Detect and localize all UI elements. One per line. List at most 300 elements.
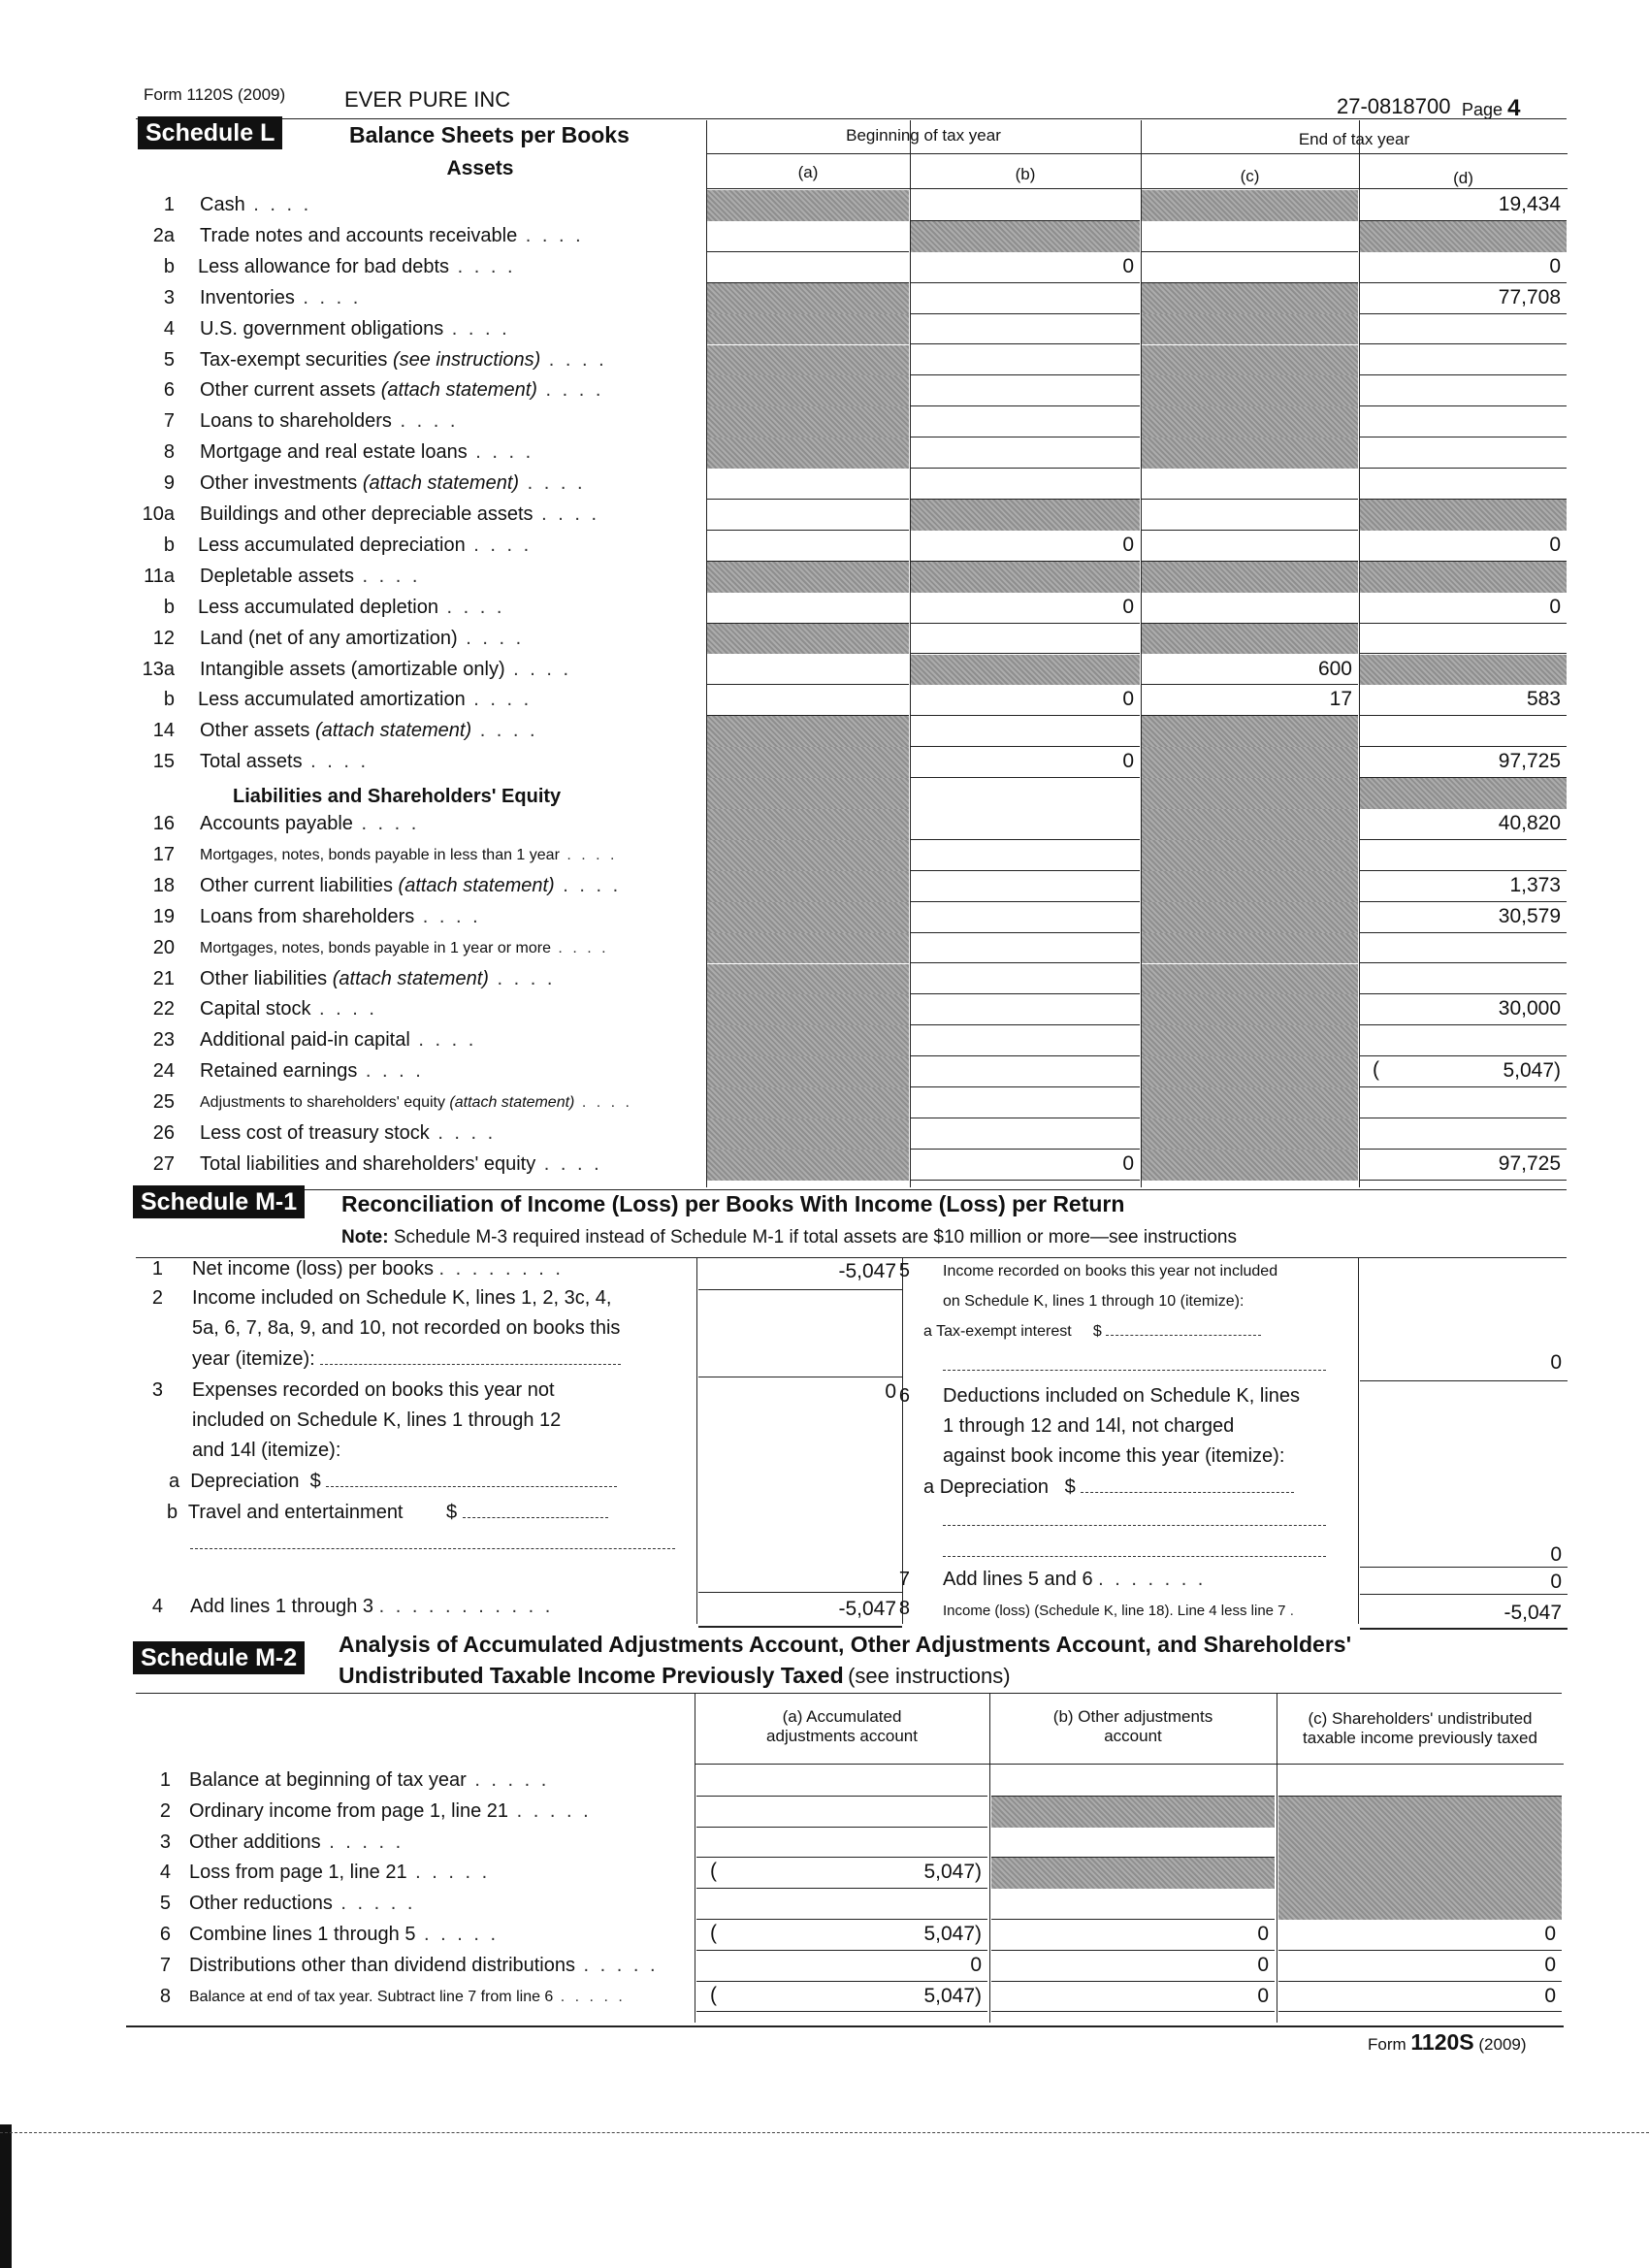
balance-cell-b[interactable] bbox=[911, 283, 1140, 314]
balance-cell-b[interactable] bbox=[911, 809, 1140, 840]
shaded-cell bbox=[1142, 314, 1358, 345]
shaded-cell bbox=[1142, 437, 1358, 469]
m2-column-c-header: (c) Shareholders' undistributed taxable income previously taxed bbox=[1303, 1709, 1537, 1747]
shaded-cell bbox=[707, 190, 909, 221]
balance-cell-b[interactable] bbox=[911, 624, 1140, 655]
balance-row-label: Less cost of treasury stock . . . . bbox=[200, 1122, 497, 1144]
balance-cell-d[interactable] bbox=[1360, 1087, 1567, 1118]
m2-row-number: 1 bbox=[159, 1769, 171, 1791]
column-a-label: (a) bbox=[797, 163, 819, 181]
balance-row-label: Accounts payable . . . . bbox=[200, 813, 420, 834]
balance-row-number: b bbox=[163, 255, 175, 277]
balance-row-label: Mortgages, notes, bonds payable in 1 year or more . . . . bbox=[200, 939, 609, 956]
shaded-cell bbox=[1142, 964, 1358, 995]
end-of-year-header: End of tax year bbox=[1298, 130, 1410, 148]
m2-cell-a[interactable] bbox=[696, 1889, 987, 1920]
balance-cell-d[interactable] bbox=[1360, 933, 1567, 964]
shaded-cell bbox=[707, 375, 909, 406]
shaded-cell bbox=[707, 902, 909, 933]
m1-line-2-value[interactable] bbox=[698, 1290, 902, 1377]
balance-cell-d[interactable]: 583 bbox=[1360, 685, 1567, 716]
m2-row-label: Balance at beginning of tax year . . . . . bbox=[189, 1769, 550, 1791]
shaded-cell bbox=[911, 655, 1140, 686]
m1-line-4-value[interactable]: -5,047 bbox=[698, 1595, 902, 1628]
liabilities-heading: Liabilities and Shareholders' Equity bbox=[233, 786, 562, 808]
m2-row-number: 7 bbox=[159, 1954, 171, 1976]
balance-cell-d[interactable] bbox=[1360, 437, 1567, 469]
balance-row-label: Other current assets (attach statement) . . . . bbox=[200, 379, 604, 402]
shaded-cell bbox=[707, 809, 909, 840]
balance-row-number: 1 bbox=[163, 194, 175, 215]
open-paren: ( bbox=[710, 1860, 717, 1883]
m1-line-7-value[interactable]: 0 bbox=[1360, 1568, 1568, 1595]
balance-row-label: Other liabilities (attach statement) . . . . bbox=[200, 967, 556, 989]
balance-row-number: 13a bbox=[142, 658, 175, 680]
m1-line-3-extra[interactable] bbox=[190, 1533, 675, 1555]
m1-line-5-num: 5 bbox=[898, 1260, 910, 1281]
balance-cell-d[interactable] bbox=[1360, 375, 1567, 406]
shaded-cell bbox=[1142, 345, 1358, 376]
m2-row-label: Other additions . . . . . bbox=[189, 1831, 404, 1853]
balance-cell-b[interactable] bbox=[911, 469, 1140, 500]
balance-row-number: 26 bbox=[152, 1122, 175, 1144]
balance-row-label: Mortgages, notes, bonds payable in less than 1 year . . . . bbox=[200, 846, 618, 863]
m1-line-6-label-3: against book income this year (itemize): bbox=[943, 1445, 1285, 1467]
m1-line-7-label: Add lines 5 and 6 . . . . . . . bbox=[943, 1569, 1207, 1590]
m1-line-1-num: 1 bbox=[151, 1258, 163, 1280]
balance-cell-d[interactable]: 40,820 bbox=[1360, 809, 1567, 840]
balance-cell-c[interactable] bbox=[1142, 500, 1358, 531]
column-b-label: (b) bbox=[1015, 165, 1036, 183]
balance-cell-b[interactable]: 0 bbox=[911, 593, 1140, 624]
m2-row-number: 8 bbox=[159, 1985, 171, 2007]
balance-cell-d[interactable]: 1,373 bbox=[1360, 871, 1567, 902]
shaded-cell bbox=[1360, 655, 1567, 686]
balance-cell-c[interactable]: 17 bbox=[1142, 685, 1358, 716]
shaded-cell bbox=[1142, 375, 1358, 406]
m2-cell-a[interactable] bbox=[696, 1797, 987, 1828]
m2-row-number: 3 bbox=[159, 1831, 171, 1853]
m1-line-8-num: 8 bbox=[898, 1598, 910, 1619]
m2-cell-a[interactable] bbox=[696, 1828, 987, 1859]
schedule-m2-title-2: Undistributed Taxable Income Previously Taxed (see instructions) bbox=[339, 1663, 1011, 1688]
shaded-cell bbox=[707, 778, 909, 809]
m2-cell-c[interactable]: 0 bbox=[1278, 1920, 1562, 1951]
shaded-cell bbox=[1360, 562, 1567, 593]
balance-row-number: 10a bbox=[142, 503, 175, 525]
balance-row-number: 7 bbox=[163, 410, 175, 433]
m1-line-5-value[interactable]: 0 bbox=[1360, 1348, 1568, 1381]
company-name: EVER PURE INC bbox=[344, 87, 511, 112]
m1-line-2-label-2: 5a, 6, 7, 8a, 9, and 10, not recorded on books this bbox=[192, 1317, 621, 1339]
balance-cell-b[interactable] bbox=[911, 314, 1140, 345]
shaded-cell bbox=[707, 1025, 909, 1056]
balance-cell-b[interactable]: 0 bbox=[911, 252, 1140, 283]
balance-cell-d[interactable]: 97,725 bbox=[1360, 1150, 1567, 1181]
footer-form-id: Form 1120S (2009) bbox=[1368, 2029, 1527, 2055]
balance-cell-b[interactable]: 0 bbox=[911, 685, 1140, 716]
balance-row-label: Additional paid-in capital . . . . bbox=[200, 1029, 477, 1052]
balance-cell-a[interactable] bbox=[707, 252, 909, 283]
m2-row-label: Other reductions . . . . . bbox=[189, 1893, 416, 1915]
employer-id: 27-0818700 bbox=[1337, 94, 1451, 118]
shaded-cell bbox=[707, 964, 909, 995]
shaded-cell bbox=[1142, 406, 1358, 437]
balance-cell-a[interactable] bbox=[707, 593, 909, 624]
shaded-cell bbox=[1142, 778, 1358, 809]
balance-cell-c[interactable] bbox=[1142, 221, 1358, 252]
m2-cell-a[interactable] bbox=[696, 1766, 987, 1797]
page-label: Page bbox=[1462, 100, 1504, 119]
m1-line-3-label-1: Expenses recorded on books this year not bbox=[192, 1379, 555, 1401]
shaded-cell bbox=[1142, 933, 1358, 964]
balance-row-number: b bbox=[163, 689, 175, 711]
shaded-cell bbox=[1142, 994, 1358, 1025]
shaded-cell bbox=[1142, 902, 1358, 933]
m2-row-label: Loss from page 1, line 21 . . . . . bbox=[189, 1862, 491, 1884]
shaded-cell bbox=[707, 840, 909, 871]
balance-cell-d[interactable] bbox=[1360, 1118, 1567, 1150]
m2-cell-b[interactable]: 0 bbox=[991, 1951, 1275, 1982]
schedule-l-tag: Schedule L bbox=[138, 116, 282, 149]
shaded-cell bbox=[707, 437, 909, 469]
shaded-cell bbox=[707, 314, 909, 345]
shaded-cell bbox=[707, 871, 909, 902]
m1-line-8-value[interactable]: -5,047 bbox=[1360, 1599, 1568, 1630]
balance-row-label: Total liabilities and shareholders' equity . . . . bbox=[200, 1152, 602, 1175]
balance-row-number: 16 bbox=[152, 813, 175, 834]
m1-line-3-label-2: included on Schedule K, lines 1 through 12 bbox=[192, 1409, 562, 1431]
schedule-m1-title: Reconciliation of Income (Loss) per Books With Income (Loss) per Return bbox=[341, 1191, 1125, 1216]
m1-5a-input[interactable] bbox=[1106, 1335, 1261, 1336]
open-paren: ( bbox=[1373, 1058, 1379, 1082]
balance-cell-d[interactable] bbox=[1360, 840, 1567, 871]
schedule-l-title: Balance Sheets per Books bbox=[349, 122, 630, 147]
open-paren: ( bbox=[710, 1983, 717, 2006]
balance-cell-a[interactable] bbox=[707, 500, 909, 531]
balance-row-number: b bbox=[163, 596, 175, 618]
balance-cell-b[interactable] bbox=[911, 840, 1140, 871]
balance-row-label: Intangible assets (amortizable only) . . . . bbox=[200, 658, 572, 680]
m2-cell-c[interactable]: 0 bbox=[1278, 1982, 1562, 2013]
schedule-l-header-bottom bbox=[706, 188, 1568, 189]
balance-row-label: Mortgage and real estate loans . . . . bbox=[200, 441, 534, 464]
balance-row-number: 12 bbox=[152, 627, 175, 649]
column-c-label: (c) bbox=[1240, 167, 1260, 185]
balance-cell-c[interactable] bbox=[1142, 469, 1358, 500]
balance-cell-b[interactable] bbox=[911, 1056, 1140, 1087]
balance-row-number: 27 bbox=[152, 1152, 175, 1175]
shaded-cell bbox=[1360, 778, 1567, 809]
m1-line-1-value[interactable]: -5,047 bbox=[698, 1257, 902, 1290]
balance-cell-d[interactable] bbox=[1360, 624, 1567, 655]
shaded-cell bbox=[1142, 871, 1358, 902]
balance-cell-b[interactable] bbox=[911, 1087, 1140, 1118]
m1-line-3-value[interactable]: 0 bbox=[698, 1377, 902, 1593]
shaded-cell bbox=[707, 1056, 909, 1087]
m1-line-6-value[interactable]: 0 bbox=[1360, 1540, 1568, 1568]
balance-row-label: Retained earnings . . . . bbox=[200, 1060, 424, 1083]
balance-cell-d[interactable]: 0 bbox=[1360, 593, 1567, 624]
balance-cell-b[interactable] bbox=[911, 871, 1140, 902]
m1-line-2-label-3: year (itemize): bbox=[192, 1348, 621, 1371]
balance-row-number: 5 bbox=[163, 348, 175, 371]
balance-cell-d[interactable]: 0 bbox=[1360, 252, 1567, 283]
m1-line-1-label: Net income (loss) per books . . . . . . . . bbox=[192, 1258, 564, 1280]
shaded-cell bbox=[1360, 500, 1567, 531]
open-paren: ( bbox=[710, 1922, 717, 1944]
m2-cell-a[interactable]: 5,047) bbox=[696, 1982, 987, 2013]
m2-row-label: Distributions other than dividend distributions . . . . . bbox=[189, 1954, 659, 1976]
shaded-cell bbox=[1142, 716, 1358, 747]
balance-cell-b[interactable] bbox=[911, 345, 1140, 376]
m1-line-3b: b Travel and entertainment $ bbox=[167, 1502, 608, 1524]
shaded-cell bbox=[1142, 283, 1358, 314]
note-text: Schedule M-3 required instead of Schedule M-1 if total assets are $10 million or more—see instructions bbox=[393, 1227, 1237, 1247]
m2-row-number: 5 bbox=[159, 1893, 171, 1915]
balance-cell-d[interactable]: 0 bbox=[1360, 531, 1567, 562]
balance-row-label: Cash . . . . bbox=[200, 194, 312, 215]
balance-row-number: 18 bbox=[152, 874, 175, 896]
m2-cell-a[interactable]: 5,047) bbox=[696, 1858, 987, 1889]
m1-line-6-extra-2[interactable] bbox=[943, 1540, 1326, 1563]
shaded-cell bbox=[911, 562, 1140, 593]
balance-row-number: 4 bbox=[163, 317, 175, 340]
shaded-cell bbox=[707, 933, 909, 964]
balance-cell-b[interactable]: 0 bbox=[911, 531, 1140, 562]
balance-row-label: U.S. government obligations . . . . bbox=[200, 317, 510, 340]
m1-3a-input[interactable] bbox=[326, 1486, 617, 1487]
shaded-cell bbox=[1142, 1087, 1358, 1118]
balance-row-number: 3 bbox=[163, 286, 175, 308]
balance-row-number: 25 bbox=[152, 1091, 175, 1114]
balance-row-number: 22 bbox=[152, 998, 175, 1021]
shaded-cell bbox=[1142, 1150, 1358, 1181]
balance-cell-a[interactable] bbox=[707, 469, 909, 500]
shaded-cell bbox=[991, 1797, 1275, 1828]
m1-3b-input[interactable] bbox=[463, 1517, 608, 1518]
shaded-cell bbox=[1360, 221, 1567, 252]
balance-cell-b[interactable] bbox=[911, 437, 1140, 469]
balance-cell-b[interactable] bbox=[911, 1025, 1140, 1056]
balance-row-label: Loans from shareholders . . . . bbox=[200, 905, 481, 927]
balance-row-label: Inventories . . . . bbox=[200, 286, 362, 308]
m1-line-3-label-3: and 14l (itemize): bbox=[192, 1440, 341, 1461]
balance-cell-d[interactable] bbox=[1360, 345, 1567, 376]
balance-row-label: Other investments (attach statement) . . . . bbox=[200, 472, 586, 495]
m1-line-5-label-2: on Schedule K, lines 1 through 10 (itemize): bbox=[943, 1293, 1245, 1310]
balance-cell-d[interactable] bbox=[1360, 406, 1567, 437]
balance-cell-b[interactable] bbox=[911, 994, 1140, 1025]
balance-cell-d[interactable] bbox=[1360, 314, 1567, 345]
balance-cell-b[interactable] bbox=[911, 716, 1140, 747]
shaded-cell bbox=[1142, 624, 1358, 655]
column-d-label: (d) bbox=[1453, 169, 1473, 187]
note-label: Note: bbox=[341, 1227, 389, 1247]
balance-cell-b[interactable] bbox=[911, 375, 1140, 406]
balance-row-label: Capital stock . . . . bbox=[200, 998, 377, 1021]
shaded-cell bbox=[707, 345, 909, 376]
balance-row-label: Other current liabilities (attach statement) . . . . bbox=[200, 874, 622, 896]
balance-row-number: 9 bbox=[163, 472, 175, 495]
balance-row-label: Land (net of any amortization) . . . . bbox=[200, 627, 525, 649]
balance-row-number: 23 bbox=[152, 1029, 175, 1052]
balance-row-number: 24 bbox=[152, 1060, 175, 1083]
balance-row-label: Adjustments to shareholders' equity (attach statement) . . . . bbox=[200, 1094, 632, 1112]
balance-cell-d[interactable]: 77,708 bbox=[1360, 283, 1567, 314]
schedule-m2-tag: Schedule M-2 bbox=[133, 1641, 305, 1674]
balance-cell-c[interactable] bbox=[1142, 593, 1358, 624]
shaded-cell bbox=[1142, 190, 1358, 221]
m1-line-2-label-1: Income included on Schedule K, lines 1, 2, 3c, 4, bbox=[192, 1287, 612, 1309]
balance-cell-b[interactable] bbox=[911, 406, 1140, 437]
balance-row-label: Buildings and other depreciable assets . . . . bbox=[200, 503, 600, 525]
balance-row-label: Tax-exempt securities (see instructions) . . . . bbox=[200, 348, 607, 371]
m1-line-6-label-2: 1 through 12 and 14l, not charged bbox=[943, 1415, 1235, 1437]
m1-line-6-num: 6 bbox=[898, 1385, 910, 1407]
balance-row-label: Other assets (attach statement) . . . . bbox=[200, 720, 538, 742]
balance-cell-a[interactable] bbox=[707, 655, 909, 686]
balance-row-label: Less accumulated depletion . . . . bbox=[198, 596, 505, 618]
balance-row-number: 21 bbox=[152, 967, 175, 989]
m1-line-6a: a Depreciation $ bbox=[923, 1476, 1294, 1499]
balance-cell-b[interactable]: 0 bbox=[911, 747, 1140, 778]
shaded-cell bbox=[911, 500, 1140, 531]
shaded-cell bbox=[1142, 809, 1358, 840]
scan-line bbox=[0, 2132, 1649, 2133]
m1-line-4-label: Add lines 1 through 3 . . . . . . . . . . . bbox=[190, 1596, 554, 1617]
balance-cell-b[interactable] bbox=[911, 933, 1140, 964]
balance-row-number: 11a bbox=[144, 565, 175, 587]
balance-cell-b[interactable] bbox=[911, 190, 1140, 221]
balance-cell-a[interactable] bbox=[707, 531, 909, 562]
schedule-m1-tag: Schedule M-1 bbox=[133, 1185, 305, 1218]
shaded-cell bbox=[1142, 1056, 1358, 1087]
balance-row-number: 17 bbox=[152, 843, 175, 865]
shaded-cell bbox=[1142, 1025, 1358, 1056]
shaded-cell bbox=[707, 624, 909, 655]
shaded-cell bbox=[707, 716, 909, 747]
shaded-cell bbox=[911, 221, 1140, 252]
m2-row-number: 4 bbox=[159, 1862, 171, 1884]
beginning-of-year-header: Beginning of tax year bbox=[846, 126, 1001, 145]
balance-row-number: 15 bbox=[152, 751, 175, 773]
m2-cell-a[interactable]: 0 bbox=[696, 1951, 987, 1982]
balance-cell-d[interactable] bbox=[1360, 716, 1567, 747]
shaded-cell bbox=[1142, 840, 1358, 871]
balance-cell-d[interactable]: 19,434 bbox=[1360, 190, 1567, 221]
m1-line-5a: a Tax-exempt interest $ bbox=[923, 1323, 1261, 1341]
balance-cell-a[interactable] bbox=[707, 221, 909, 252]
m1-line-5-label-1: Income recorded on books this year not included bbox=[943, 1263, 1278, 1280]
balance-row-number: 20 bbox=[152, 936, 175, 958]
shaded-cell bbox=[1278, 1797, 1562, 1920]
m2-cell-b[interactable] bbox=[991, 1766, 1275, 1797]
m1-line-4-num: 4 bbox=[151, 1596, 163, 1617]
shaded-cell bbox=[707, 994, 909, 1025]
m2-row-number: 2 bbox=[159, 1799, 171, 1822]
scan-edge-mark bbox=[0, 2124, 12, 2268]
balance-row-label: Loans to shareholders . . . . bbox=[200, 410, 459, 433]
shaded-cell bbox=[1142, 747, 1358, 778]
m2-column-a-header: (a) Accumulated adjustments account bbox=[766, 1707, 918, 1745]
m1-line-6-extra-1[interactable] bbox=[943, 1509, 1326, 1532]
balance-cell-d[interactable]: 97,725 bbox=[1360, 747, 1567, 778]
balance-cell-a[interactable] bbox=[707, 685, 909, 716]
balance-cell-d[interactable]: 5,047) bbox=[1360, 1056, 1567, 1087]
shaded-cell bbox=[707, 747, 909, 778]
m2-cell-b[interactable]: 0 bbox=[991, 1982, 1275, 2013]
balance-row-number: 2a bbox=[152, 224, 175, 246]
m1-line-2-num: 2 bbox=[151, 1287, 163, 1309]
m1-6a-input[interactable] bbox=[1081, 1492, 1294, 1493]
balance-row-label: Depletable assets . . . . bbox=[200, 565, 421, 587]
m1-line-3-num: 3 bbox=[151, 1379, 163, 1401]
shaded-cell bbox=[1142, 1118, 1358, 1150]
m1-line-5-extra[interactable] bbox=[943, 1354, 1326, 1377]
balance-cell-d[interactable]: 30,579 bbox=[1360, 902, 1567, 933]
schedule-l-header-divider bbox=[706, 153, 1568, 154]
m2-cell-b[interactable]: 0 bbox=[991, 1920, 1275, 1951]
shaded-cell bbox=[991, 1858, 1275, 1889]
balance-cell-c[interactable]: 600 bbox=[1142, 655, 1358, 686]
balance-cell-b[interactable] bbox=[911, 902, 1140, 933]
balance-cell-b[interactable] bbox=[911, 1118, 1140, 1150]
m2-cell-b[interactable] bbox=[991, 1889, 1275, 1920]
balance-row-label: Total assets . . . . bbox=[200, 751, 370, 773]
m2-cell-b[interactable] bbox=[991, 1828, 1275, 1859]
shaded-cell bbox=[707, 1150, 909, 1181]
balance-cell-d[interactable] bbox=[1360, 964, 1567, 995]
balance-row-label: Less accumulated amortization . . . . bbox=[198, 689, 533, 711]
page-number: 4 bbox=[1507, 95, 1521, 121]
shaded-cell bbox=[707, 562, 909, 593]
balance-row-number: b bbox=[163, 534, 175, 556]
balance-cell-b[interactable]: 0 bbox=[911, 1150, 1140, 1181]
balance-row-number: 6 bbox=[163, 379, 175, 402]
shaded-cell bbox=[707, 1087, 909, 1118]
balance-cell-d[interactable] bbox=[1360, 469, 1567, 500]
m2-cell-c[interactable] bbox=[1278, 1766, 1562, 1797]
balance-row-number: 14 bbox=[152, 720, 175, 742]
m2-row-label: Balance at end of tax year. Subtract line 7 from line 6 . . . . . bbox=[189, 1988, 626, 2005]
shaded-cell bbox=[707, 283, 909, 314]
assets-heading: Assets bbox=[446, 157, 514, 179]
shaded-cell bbox=[1142, 562, 1358, 593]
m2-column-b-header: (b) Other adjustments account bbox=[1052, 1707, 1213, 1745]
balance-cell-c[interactable] bbox=[1142, 252, 1358, 283]
m2-cell-c[interactable]: 0 bbox=[1278, 1951, 1562, 1982]
m2-cell-a[interactable]: 5,047) bbox=[696, 1920, 987, 1951]
balance-cell-d[interactable]: 30,000 bbox=[1360, 994, 1567, 1025]
m2-row-label: Combine lines 1 through 5 . . . . . bbox=[189, 1924, 500, 1945]
balance-cell-d[interactable] bbox=[1360, 1025, 1567, 1056]
m1-line-7-num: 7 bbox=[898, 1569, 910, 1590]
shaded-cell bbox=[707, 1118, 909, 1150]
balance-cell-b[interactable] bbox=[911, 964, 1140, 995]
balance-row-number: 19 bbox=[152, 905, 175, 927]
m1-line-6-label-1: Deductions included on Schedule K, lines bbox=[943, 1385, 1301, 1407]
balance-row-label: Trade notes and accounts receivable . . . . bbox=[200, 224, 584, 246]
m2-row-number: 6 bbox=[159, 1924, 171, 1945]
balance-row-number: 8 bbox=[163, 441, 175, 464]
form-label: Form 1120S (2009) bbox=[144, 85, 286, 104]
schedule-m2-title-1: Analysis of Accumulated Adjustments Account, Other Adjustments Account, and Shareholders' bbox=[339, 1632, 1352, 1657]
balance-cell-c[interactable] bbox=[1142, 531, 1358, 562]
balance-row-label: Less accumulated depreciation . . . . bbox=[198, 534, 533, 556]
shaded-cell bbox=[707, 406, 909, 437]
m2-row-label: Ordinary income from page 1, line 21 . . . . . bbox=[189, 1799, 592, 1822]
